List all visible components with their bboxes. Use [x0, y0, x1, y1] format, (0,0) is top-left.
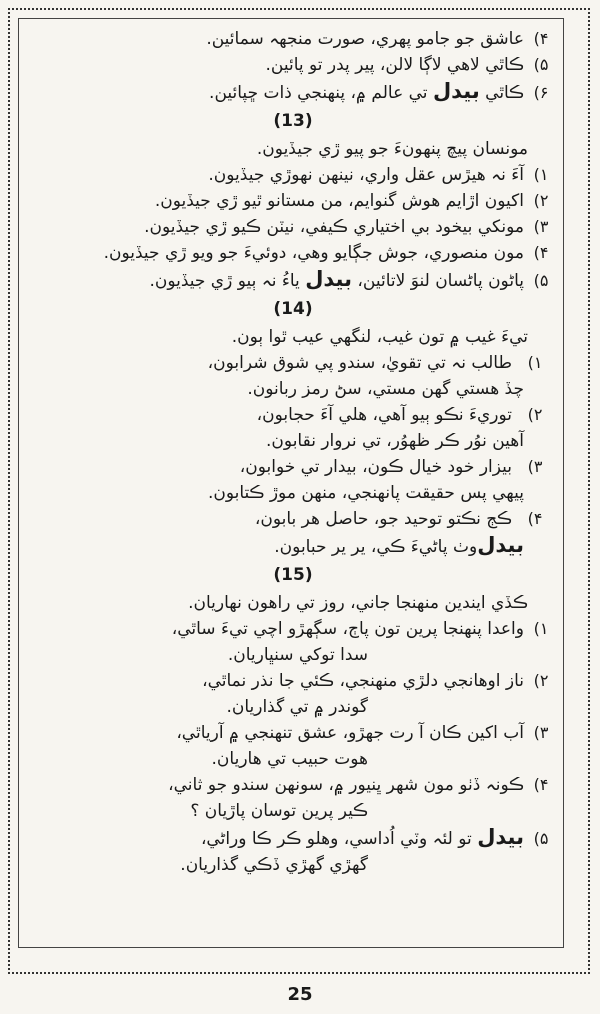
verse-text: ڪاٿي لاهي لاڳا لالن، پير پدر تو پائين.: [265, 55, 524, 75]
verse-number: ۴): [533, 243, 549, 262]
verse-number: ۴): [527, 509, 543, 528]
verse-line: [28, 78, 558, 106]
verse-continuation: ڪير پرين توسان پاڙيان ؟: [190, 801, 368, 821]
verse-number: ۳): [527, 457, 543, 476]
section-intro: تيءَ غيب ۾ تون غيب، لنگهي عيب ٿوا ٻون.: [231, 327, 528, 347]
verse-text: مونکي بيخود بي اختياري ڪيفي، نيٽن ڪيو ڙي جيڏيون.: [144, 217, 524, 237]
verse-line: [28, 214, 558, 240]
verse-number: ۳): [533, 217, 549, 236]
verse-text: آب اکين ڪان آ رت جهڙو، عشق تنهنجي ۾ آرياٿي،: [176, 723, 524, 743]
verse-number: ۱): [527, 353, 543, 372]
verse-number: ۵): [533, 55, 549, 74]
verse-continuation: چڏ هستي گهن مستي، سڻ رمز ربانون.: [247, 379, 524, 399]
poet-name: بيدل: [477, 533, 524, 557]
verse-line: [28, 616, 558, 642]
verse-number: ۲): [533, 671, 549, 690]
verse-line: [28, 402, 558, 428]
poet-name: بيدل: [305, 267, 352, 291]
verse-text-part: وٺ پاڻيءَ ڪي، ير ير حبابون.: [274, 537, 478, 557]
verse-line: [28, 52, 558, 78]
verse-text: ناز اوهانجي دلڙي منهنجي، ڪئي جا نذر نماٿي،: [202, 671, 524, 691]
verse-number: ۳): [533, 723, 549, 742]
verse-number: ۲): [527, 405, 543, 424]
poet-name: بيدل: [477, 825, 524, 849]
verse-text-part: پاڻون پاڻسان لنوَ لاتائين،: [357, 271, 524, 291]
verse-line: [28, 506, 558, 532]
verse-continuation: پيهي پس حقيقت پانهنجي، منهن موڙ ڪتابون.: [207, 483, 524, 503]
verse-text: ڪونہ ڏٺو مون شهر ڀنيور ۾، سونهن سندو جو ثاني،: [168, 775, 524, 795]
verse-line: [28, 720, 558, 746]
verse-text-part: ياءُ نہ ٻيو ڙي جيڏيون.: [149, 271, 300, 291]
verse-number: ۲): [533, 191, 549, 210]
verse-continuation: سدا توکي سنڀاريان.: [227, 645, 368, 665]
page-number: 25: [287, 984, 313, 1005]
verse-line: [28, 824, 558, 852]
verse-line: [28, 266, 558, 294]
verse-text: [28, 824, 524, 852]
verse-text: واعدا پنهنجا پرين تون پاڄ، سڳهڙو اچي تيءَ ساٿي،: [171, 619, 524, 639]
verse-line: [28, 350, 558, 376]
verse-continuation: [28, 532, 558, 560]
verse-text: اکيون اڙايم هوش گنوايم، من مستانو ٿيو ڙي جيڏيون.: [154, 191, 524, 211]
verse-continuation: هوت حبيب تي هاريان.: [211, 749, 368, 769]
verse-number: ۱): [533, 619, 549, 638]
verse-text-part: ڪاٿي: [485, 83, 524, 103]
verse-text: عاشق جو جامو پهري، صورت منجهہ سمائين.: [206, 29, 524, 49]
verse-continuation: گهڙي گهڙي ڏڪي گذاريان.: [180, 855, 368, 875]
verse-text: طالب نہ تي تقويٰ، سندو پي شوق شرابون،: [207, 353, 512, 373]
section-heading: (15): [273, 565, 313, 585]
section-heading: (14): [273, 299, 313, 319]
verse-line: [28, 668, 558, 694]
verse-text: [28, 266, 524, 294]
verse-text: ڪڄ نڪتو توحيد جو، حاصل هر بابون،: [254, 509, 512, 529]
verse-text-part: تي عالم ۾، پنهنجي ذات ڇپائين.: [209, 83, 428, 103]
section-intro: مونسان پيچ پنهونءَ جو پيو ڙي جيڏيون.: [256, 139, 528, 159]
verse-line: [28, 454, 558, 480]
verse-line: [28, 162, 558, 188]
verse-text: بيزار خود خيال ڪون، بيدار تي خوابون،: [239, 457, 512, 477]
section-intro: ڪڏي ايندين منهنجا جاني، روز تي راهون نهاريان.: [188, 593, 528, 613]
verse-text: مون منصوري، جوش جڳايو وهي، دوئيءَ جو ويو ڙي جيڏيون.: [103, 243, 524, 263]
poet-name: بيدل: [432, 79, 480, 103]
verse-line: [28, 240, 558, 266]
verse-line: [28, 772, 558, 798]
verse-continuation: آهين نوُر ڪر ظهوُر، تي نروار نقابون.: [266, 431, 524, 451]
verse-number: ۱): [533, 165, 549, 184]
verse-text: آءَ نہ هيڙس عقل واري، نينهن نهوڙي جيڏيون.: [208, 165, 524, 185]
verse-number: ۵): [533, 829, 549, 848]
verse-text: توريءَ نڪو ٻيو آهي، هلي آءَ حجابون،: [256, 405, 512, 425]
verse-number: ۵): [533, 271, 549, 290]
verse-line: [28, 26, 558, 52]
verse-number: ۶): [533, 83, 549, 102]
verse-text: [28, 78, 524, 106]
verse-continuation: گوندر ۾ تي گذاريان.: [226, 697, 368, 717]
verse-text-part: تو لئہ وٽي اُداسي، وهلو ڪر ڪا وراڻي،: [200, 829, 472, 849]
verse-number: ۴): [533, 29, 549, 48]
page-content: [28, 26, 558, 946]
verse-line: [28, 188, 558, 214]
section-heading: (13): [273, 111, 313, 131]
verse-number: ۴): [533, 775, 549, 794]
